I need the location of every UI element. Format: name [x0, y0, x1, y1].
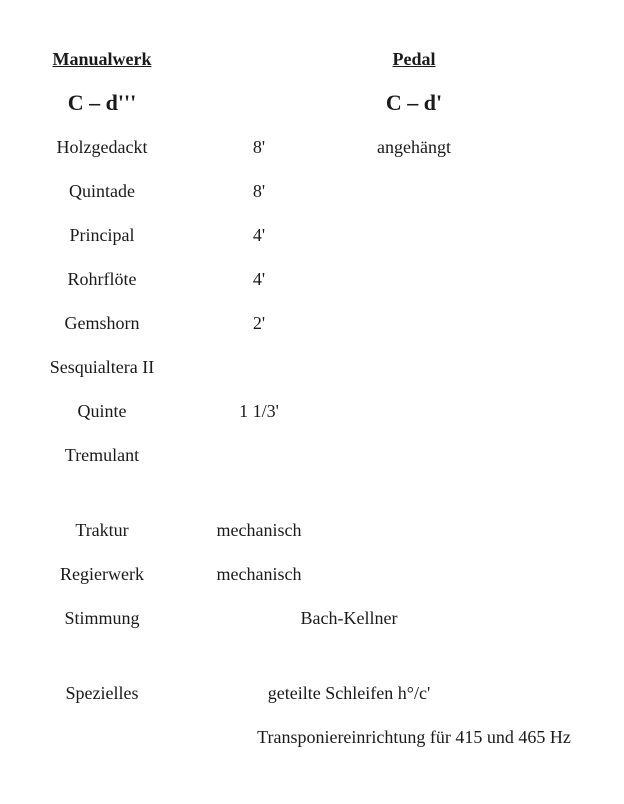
stop-name: Principal: [69, 225, 135, 245]
stimmung-value: Bach-Kellner: [300, 608, 398, 628]
stop-pitch: 8': [252, 137, 266, 157]
spezielles-value-2: Transponiereinrichtung für 415 und 465 Hz: [257, 727, 571, 747]
manualwerk-heading: Manualwerk: [52, 49, 152, 69]
spezielles-value-1: geteilte Schleifen h°/c': [267, 683, 431, 703]
stop-name: Quinte: [77, 401, 127, 421]
stop-pitch: 4': [252, 269, 266, 289]
traktur-value: mechanisch: [216, 520, 302, 540]
spezielles-label: Spezielles: [65, 683, 139, 703]
stop-pitch: 4': [252, 225, 266, 245]
stop-pitch: 8': [252, 181, 266, 201]
pedal-heading: Pedal: [392, 49, 436, 69]
stop-pitch: 2': [252, 313, 266, 333]
stop-pitch: 1 1/3': [239, 401, 279, 421]
stop-name: Tremulant: [64, 445, 140, 465]
pedal-note: angehängt: [377, 137, 451, 157]
manual-range: C – d''': [67, 90, 137, 115]
stop-name: Sesquialtera II: [49, 357, 155, 377]
stop-name: Rohrflöte: [67, 269, 137, 289]
stop-name: Quintade: [69, 181, 135, 201]
traktur-label: Traktur: [75, 520, 129, 540]
regierwerk-label: Regierwerk: [60, 564, 144, 584]
pedal-range: C – d': [385, 90, 443, 115]
stimmung-label: Stimmung: [64, 608, 140, 628]
stop-name: Gemshorn: [64, 313, 140, 333]
regierwerk-value: mechanisch: [216, 564, 302, 584]
stop-name: Holzgedackt: [56, 137, 148, 157]
